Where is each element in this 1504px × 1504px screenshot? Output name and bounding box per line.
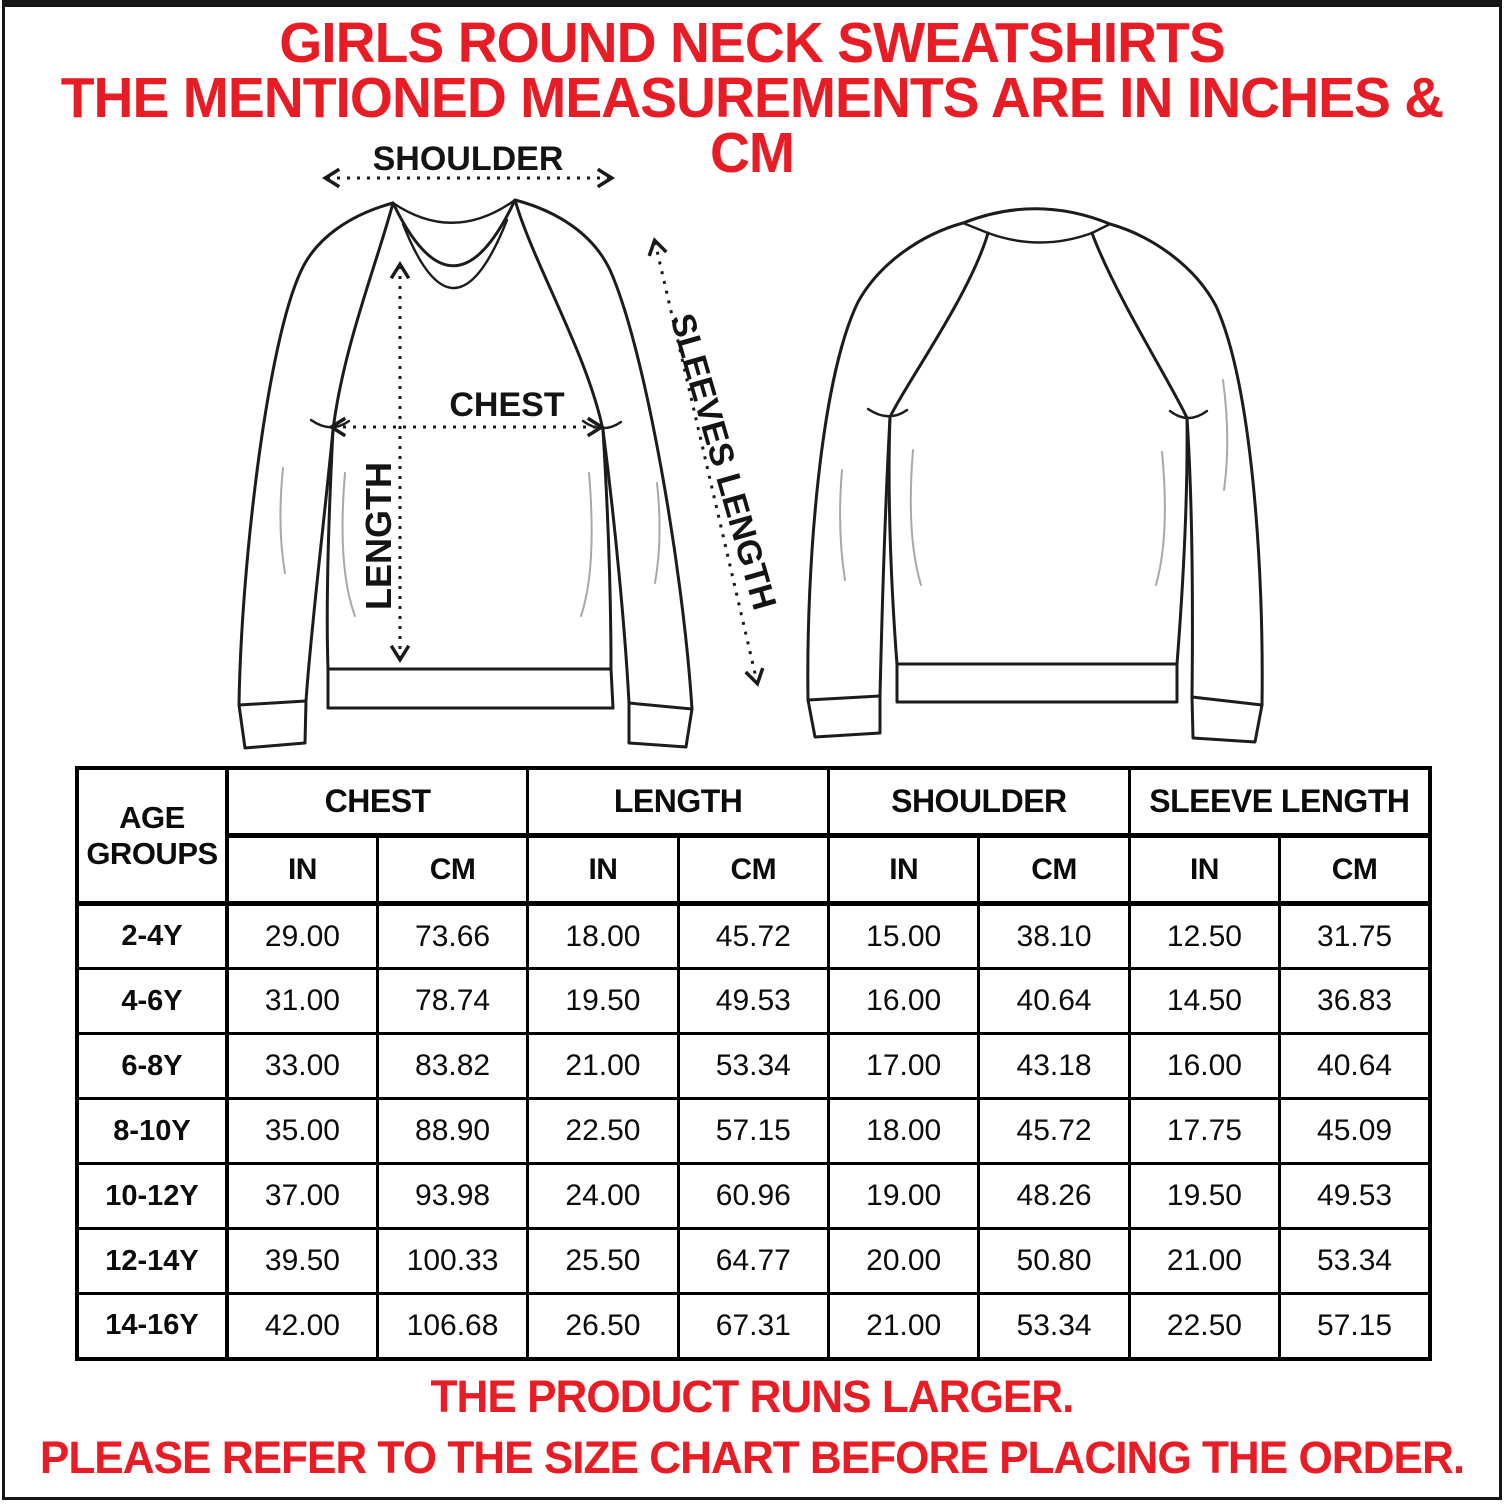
chest-group-header: CHEST <box>227 768 528 836</box>
value-cell: 45.72 <box>979 1099 1129 1164</box>
length-in-header: IN <box>528 836 678 904</box>
age-cell: 12-14Y <box>77 1229 227 1294</box>
value-cell: 40.64 <box>979 969 1129 1034</box>
shoulder-cm-header: CM <box>979 836 1129 904</box>
value-cell: 53.34 <box>979 1294 1129 1359</box>
value-cell: 33.00 <box>227 1034 377 1099</box>
front-crease-left <box>343 473 355 616</box>
value-cell: 14.50 <box>1129 969 1279 1034</box>
back-collar-inner <box>988 233 1092 243</box>
back-right-cuff-seam <box>1192 697 1262 705</box>
table-row <box>77 1034 1430 1099</box>
value-cell: 18.00 <box>829 1099 979 1164</box>
front-crease-left-sleeve <box>280 468 285 573</box>
footer-line-1: THE PRODUCT RUNS LARGER. <box>430 1371 1074 1422</box>
title-line-2: THE MENTIONED MEASUREMENTS ARE IN INCHES & CM <box>60 66 1444 185</box>
back-left-sleeve-outline <box>808 223 963 737</box>
value-cell: 17.75 <box>1129 1099 1279 1164</box>
age-cell: 14-16Y <box>77 1294 227 1359</box>
table-row <box>77 969 1430 1034</box>
value-cell: 53.34 <box>678 1034 828 1099</box>
footer-line-2: PLEASE REFER TO THE SIZE CHART BEFORE PLACING THE ORDER. <box>39 1432 1465 1483</box>
length-label: LENGTH <box>358 462 399 610</box>
front-left-cuff-seam <box>239 701 306 705</box>
value-cell: 67.31 <box>678 1294 828 1359</box>
table-group-header-row <box>77 768 1430 836</box>
value-cell: 45.09 <box>1280 1099 1430 1164</box>
back-collar-ends <box>963 223 1110 233</box>
value-cell: 49.53 <box>1280 1164 1430 1229</box>
value-cell: 16.00 <box>829 969 979 1034</box>
sleeves-length-label: SLEEVES LENGTH <box>662 309 784 615</box>
value-cell: 15.00 <box>829 904 979 969</box>
value-cell: 12.50 <box>1129 904 1279 969</box>
value-cell: 31.75 <box>1280 904 1430 969</box>
value-cell: 57.15 <box>678 1099 828 1164</box>
value-cell: 37.00 <box>227 1164 377 1229</box>
table-row <box>77 1164 1430 1229</box>
value-cell: 24.00 <box>528 1164 678 1229</box>
value-cell: 53.34 <box>1280 1229 1430 1294</box>
value-cell: 49.53 <box>678 969 828 1034</box>
sleeve-cm-header: CM <box>1280 836 1430 904</box>
shoulder-group-header: SHOULDER <box>829 768 1130 836</box>
table-unit-header-row <box>77 836 1430 904</box>
value-cell: 78.74 <box>377 969 527 1034</box>
shoulder-in-header: IN <box>829 836 979 904</box>
value-cell: 93.98 <box>377 1164 527 1229</box>
age-cell: 8-10Y <box>77 1099 227 1164</box>
sweatshirt-back-diagram <box>790 180 1300 770</box>
value-cell: 16.00 <box>1129 1034 1279 1099</box>
chest-label: CHEST <box>449 386 565 424</box>
back-crease-right-sleeve <box>1223 380 1227 490</box>
value-cell: 38.10 <box>979 904 1129 969</box>
back-armpit-mark-left <box>868 409 907 416</box>
value-cell: 26.50 <box>528 1294 678 1359</box>
front-hem-band <box>328 669 613 708</box>
front-crease-right <box>581 473 592 616</box>
length-group-header: LENGTH <box>528 768 829 836</box>
value-cell: 20.00 <box>829 1229 979 1294</box>
value-cell: 106.68 <box>377 1294 527 1359</box>
front-collar-rib-line <box>403 220 507 288</box>
value-cell: 100.33 <box>377 1229 527 1294</box>
back-crease-left-sleeve <box>840 470 845 580</box>
back-body-left-side <box>889 417 897 664</box>
value-cell: 21.00 <box>829 1294 979 1359</box>
value-cell: 50.80 <box>979 1229 1129 1294</box>
value-cell: 45.72 <box>678 904 828 969</box>
back-left-cuff-seam <box>808 696 880 700</box>
table-row <box>77 904 1430 969</box>
back-crease-left <box>911 450 921 585</box>
value-cell: 22.50 <box>1129 1294 1279 1359</box>
table-row <box>77 1099 1430 1164</box>
value-cell: 25.50 <box>528 1229 678 1294</box>
value-cell: 48.26 <box>979 1164 1129 1229</box>
value-cell: 83.82 <box>377 1034 527 1099</box>
back-crease-right <box>1156 452 1165 585</box>
size-chart-table <box>75 766 1432 1361</box>
age-cell: 10-12Y <box>77 1164 227 1229</box>
value-cell: 19.50 <box>1129 1164 1279 1229</box>
value-cell: 35.00 <box>227 1099 377 1164</box>
value-cell: 29.00 <box>227 904 377 969</box>
back-armpit-mark-right <box>1170 411 1207 418</box>
value-cell: 21.00 <box>528 1034 678 1099</box>
front-right-cuff-seam <box>629 703 692 709</box>
table-row <box>77 1294 1430 1359</box>
value-cell: 17.00 <box>829 1034 979 1099</box>
value-cell: 18.00 <box>528 904 678 969</box>
value-cell: 57.15 <box>1280 1294 1430 1359</box>
chest-cm-header: CM <box>377 836 527 904</box>
front-right-sleeve-inner <box>603 430 629 703</box>
front-neckline-outer <box>393 200 515 266</box>
back-raglan-seam-left <box>890 233 988 417</box>
footer-warning <box>15 1366 1489 1488</box>
chest-in-header: IN <box>227 836 377 904</box>
value-cell: 22.50 <box>528 1099 678 1164</box>
back-raglan-seam-right <box>1092 233 1187 418</box>
back-body-right-side <box>1177 418 1187 664</box>
value-cell: 21.00 <box>1129 1229 1279 1294</box>
age-cell: 6-8Y <box>77 1034 227 1099</box>
age-cell: 2-4Y <box>77 904 227 969</box>
value-cell: 73.66 <box>377 904 527 969</box>
back-collar-outer <box>963 209 1110 224</box>
age-cell: 4-6Y <box>77 969 227 1034</box>
front-crease-right-sleeve <box>655 483 660 583</box>
value-cell: 43.18 <box>979 1034 1129 1099</box>
front-collar-top-line <box>393 200 515 223</box>
value-cell: 42.00 <box>227 1294 377 1359</box>
value-cell: 39.50 <box>227 1229 377 1294</box>
value-cell: 19.00 <box>829 1164 979 1229</box>
title-line-1: GIRLS ROUND NECK SWEATSHIRTS <box>279 11 1225 75</box>
value-cell: 19.50 <box>528 969 678 1034</box>
sleeve-in-header: IN <box>1129 836 1279 904</box>
value-cell: 60.96 <box>678 1164 828 1229</box>
back-hem-band <box>897 664 1177 702</box>
age-groups-header: AGE GROUPS <box>77 768 227 904</box>
length-cm-header: CM <box>678 836 828 904</box>
front-raglan-seam-left <box>333 203 393 430</box>
value-cell: 31.00 <box>227 969 377 1034</box>
value-cell: 36.83 <box>1280 969 1430 1034</box>
sleeve-length-group-header: SLEEVE LENGTH <box>1129 768 1430 836</box>
value-cell: 88.90 <box>377 1099 527 1164</box>
value-cell: 64.77 <box>678 1229 828 1294</box>
table-row <box>77 1229 1430 1294</box>
sweatshirt-front-diagram <box>225 138 790 770</box>
value-cell: 40.64 <box>1280 1034 1430 1099</box>
shoulder-label: SHOULDER <box>372 140 564 178</box>
